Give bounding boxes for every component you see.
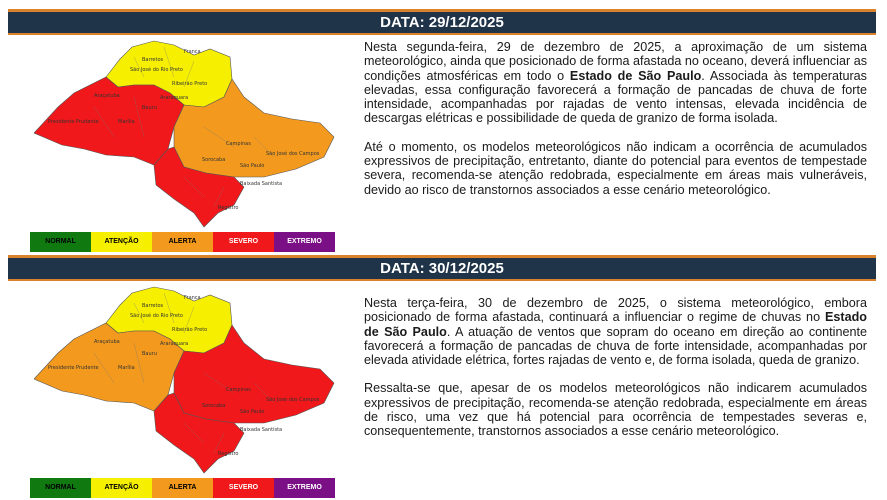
forecast-text-day2 — [364, 296, 867, 453]
legend-severo: SEVERO — [213, 232, 274, 252]
map-label-campinas: Campinas — [226, 387, 251, 393]
map-label-campinas: Campinas — [226, 141, 251, 147]
map-label-aracatuba: Araçatuba — [94, 339, 120, 345]
sao-paulo-map-day1 — [34, 37, 350, 229]
map-label-araraquara: Araraquara — [160, 341, 189, 347]
map-label-barretos: Barretos — [142, 303, 164, 309]
date-header-day2: DATA: 30/12/2025 — [8, 255, 876, 281]
map-label-sorocaba: Sorocaba — [202, 403, 226, 409]
paragraph-2: Até o momento, os modelos meteorológicos não indicam a ocorrência de acumulados expressivos de precipitação, entretanto, diante do potencial para eventos de tempestade severa, recomenda-se atenção redobrada, especialmente em áreas mais vulneráveis, devido ao risco de transtornos associados a esse cenário meteorológico. — [364, 139, 867, 197]
map-label-pp: Presidente Prudente — [48, 365, 99, 371]
legend-severo: SEVERO — [213, 478, 274, 498]
map-label-barretos: Barretos — [142, 57, 164, 63]
legend-atencao: ATENÇÃO — [91, 232, 152, 252]
map-label-aracatuba: Araçatuba — [94, 93, 120, 99]
legend-alerta: ALERTA — [152, 478, 213, 498]
map-label-bauru: Bauru — [142, 351, 157, 357]
legend-atencao: ATENÇÃO — [91, 478, 152, 498]
map-label-rp: Ribeirão Preto — [172, 327, 208, 333]
map-label-rp: Ribeirão Preto — [172, 81, 208, 87]
map-label-bauru: Bauru — [142, 105, 157, 111]
map-label-araraquara: Araraquara — [160, 95, 189, 101]
map-label-registro: Registro — [218, 451, 239, 457]
date-header-day1: DATA: 29/12/2025 — [8, 9, 876, 35]
map-label-franca: Franca — [184, 295, 201, 301]
map-label-sp: São Paulo — [240, 163, 265, 169]
map-label-registro: Registro — [218, 205, 239, 211]
map-label-sjrp: São José do Rio Preto — [130, 67, 183, 73]
map-label-santos: Baixada Santista — [240, 181, 283, 187]
map-label-sjc: São José dos Campos — [266, 397, 320, 403]
legend-extremo: EXTREMO — [274, 478, 335, 498]
map-label-sjc: São José dos Campos — [266, 151, 320, 157]
legend-alerta: ALERTA — [152, 232, 213, 252]
map-label-sjrp: São José do Rio Preto — [130, 313, 183, 319]
map-label-sp: São Paulo — [240, 409, 265, 415]
paragraph-1: Nesta terça-feira, 30 de dezembro de 2025, o sistema meteorológico, embora posicionado de forma afastada, continuará a influenciar o regime de chuvas no Estado de São Paulo. A atuação de ventos que sopram do oceano em direção ao continente favorecerá a formação de pancadas de chuva de forte intensidade, acompanhadas por elevada atividade elétrica, fortes rajadas de vento e, de forma isolada, queda de granizo. — [364, 296, 867, 368]
paragraph-2: Ressalta-se que, apesar de os modelos meteorológicos não indicarem acumulados expressivos de precipitação, recomenda-se atenção redobrada, especialmente em áreas de risco, uma vez que há potencial para ocorrência de tempestades severas e, consequentemente, transtornos associados a esse cenário meteorológico. — [364, 381, 867, 439]
map-label-sorocaba: Sorocaba — [202, 157, 226, 163]
map-label-marilia: Marília — [118, 119, 135, 125]
sao-paulo-map-day2 — [34, 283, 350, 475]
legend-normal: NORMAL — [30, 478, 91, 498]
map-label-santos: Baixada Santista — [240, 427, 283, 433]
map-label-franca: Franca — [184, 49, 201, 55]
paragraph-1: Nesta segunda-feira, 29 de dezembro de 2025, a aproximação de um sistema meteorológico, ainda que posicionado de forma afastada no oceano, deverá influenciar as condições atmosféricas em todo o Estado de São Paulo. Associada às temperaturas elevadas, essa configuração favorecerá a formação de pancadas de chuva de forte intensidade, acompanhadas por rajadas de vento intensas, elevada incidência de descargas elétricas e possibilidade de queda de granizo de forma isolada. — [364, 40, 867, 126]
alert-legend-day2 — [30, 478, 335, 498]
legend-extremo: EXTREMO — [274, 232, 335, 252]
legend-normal: NORMAL — [30, 232, 91, 252]
forecast-panel-day1 — [8, 37, 878, 253]
forecast-panel-day2 — [8, 283, 878, 499]
map-label-marilia: Marília — [118, 365, 135, 371]
forecast-text-day1 — [364, 40, 867, 211]
alert-legend-day1 — [30, 232, 335, 252]
map-label-pp: Presidente Prudente — [48, 119, 99, 125]
